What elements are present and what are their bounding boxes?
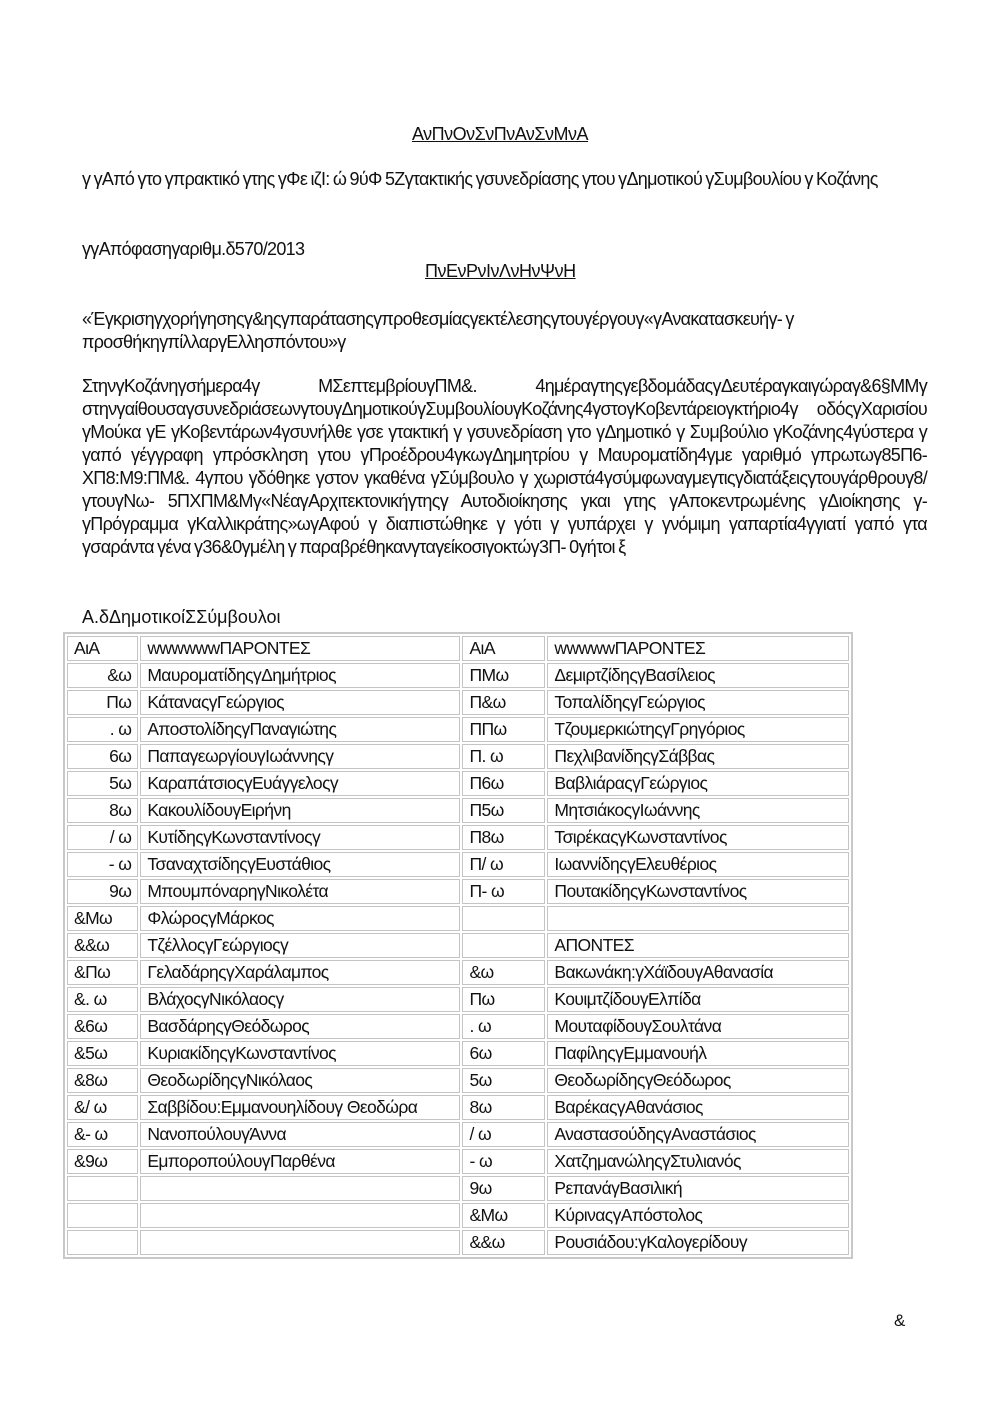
table-row bbox=[67, 987, 849, 1012]
member-number-left: &Μω bbox=[67, 906, 138, 931]
table-row bbox=[67, 960, 849, 985]
member-number-right: Π6ω bbox=[462, 771, 545, 796]
table-row bbox=[67, 879, 849, 904]
member-number-right: Πω bbox=[462, 987, 545, 1012]
member-number-left: &&ω bbox=[67, 933, 138, 958]
member-number-left: &8ω bbox=[67, 1068, 138, 1093]
member-name-left: ΒλάχοςγΝικόλαοςγ bbox=[140, 987, 460, 1012]
table-row bbox=[67, 1068, 849, 1093]
member-number-right bbox=[462, 906, 545, 931]
member-name-right: ΤζουμερκιώτηςγΓρηγόριος bbox=[547, 717, 849, 742]
table-row bbox=[67, 663, 849, 688]
meeting-body-text: ΣτηνγΚοζάνηγσήμερα4γ ΜΣεπτεμβρίουγΠΜ&. 4ημέραγτηςγεβδομάδαςγΔευτέραγκαιγώραγ&6§ΜΜγ στηνγαίθουσαγσυνεδριάσεωνγτουγΔημοτικούγΣυμβουλίουγΚοζάνης4γστογΚοβεντάρειογκτήριο4γ οδόςγΧαρισίου γΜούκα γΕ γΚοβεντάρων4γσυνήλθε γσε γτακτική γ γσυνεδρίαση γτο γΔημοτικό γ Συμβούλιο γΚοζάνης4γύστερα γ γαπό γέγγραφη γπρόσκληση γτου γΠροέδρου4γκωγΔημητρίου γ Μαυροματίδη4γμε γαριθμό γπρωτωγ85Π6- ΧΠ8:Μ9:ΠΜ&. 4γπου γδόθηκε γστον γκαθένα γΣύμβουλο γ χωριστά4γσύμφωναγμεγτιςγδιατάξειςγτουγάρθρουγ8/ γτουγΝω- 5ΠΧΠΜ&Μγ«ΝέαγΑρχιτεκτονικήγτηςγ Αυτοδιοίκησης γκαι γτης γΑποκεντρωμένης γΔιοίκησης γ- γΠρόγραμμα γΚαλλικράτης»ωγΑφού γ διαπιστώθηκε γ γότι γ γυπάρχει γ γνόμιμη γαπαρτία4γγιατί γαπό γτα γσαράντα γένα γ36&0γμέλη γ παραβρέθηκανγταγείκοσιγοκτώγ3Π- 0γήτοι ξ bbox=[82, 376, 927, 557]
member-name-right: ΔεμιρτζίδηςγΒασίλειος bbox=[547, 663, 849, 688]
member-number-right: Π/ ω bbox=[462, 852, 545, 877]
page-number: & bbox=[894, 1311, 906, 1330]
member-name-left: ΑποστολίδηςγΠαναγιώτης bbox=[140, 717, 460, 742]
member-name-left: ΦλώροςγΜάρκος bbox=[140, 906, 460, 931]
member-number-left: - ω bbox=[67, 852, 138, 877]
member-number-right: Π- ω bbox=[462, 879, 545, 904]
member-number-left bbox=[67, 1230, 138, 1255]
member-number-right: ΠΠω bbox=[462, 717, 545, 742]
member-number-left: &Πω bbox=[67, 960, 138, 985]
table-row bbox=[67, 1041, 849, 1066]
member-name-right: ΠαφίληςγΕμμανουήλ bbox=[547, 1041, 849, 1066]
member-name-left: ΒασδάρηςγΘεόδωρος bbox=[140, 1014, 460, 1039]
table-row bbox=[67, 1095, 849, 1120]
table-row bbox=[67, 744, 849, 769]
table-row bbox=[67, 1149, 849, 1174]
member-name-right: ΚύριναςγΑπόστολος bbox=[547, 1203, 849, 1228]
decision-subject: «Έγκρισηγχορήγησηςγ&ηςγπαράτασηςγπροθεσμίαςγεκτέλεσηςγτουγέργουγ«γΑνακατασκευήγ- γ προσθήκηγπίλλαργΕλλησπόντου»γ bbox=[82, 309, 794, 352]
member-number-right: Π8ω bbox=[462, 825, 545, 850]
member-name-left: ΤζέλλοςγΓεώργιοςγ bbox=[140, 933, 460, 958]
council-members-table bbox=[63, 632, 853, 1259]
member-number-right: Π5ω bbox=[462, 798, 545, 823]
member-name-right: ΚουιμτζίδουγΕλπίδα bbox=[547, 987, 849, 1012]
member-name-right: Ρουσιάδου:γΚαλογερίδουγ bbox=[547, 1230, 849, 1255]
member-number-left: 8ω bbox=[67, 798, 138, 823]
member-number-left: Πω bbox=[67, 690, 138, 715]
table-header-row bbox=[67, 636, 849, 661]
header-present-right: wwwwwΠΑΡΟΝΤΕΣ bbox=[547, 636, 849, 661]
member-name-left: ΝανοπούλουγΆννα bbox=[140, 1122, 460, 1147]
table-row bbox=[67, 1230, 849, 1255]
member-name-right: ΠεχλιβανίδηςγΣάββας bbox=[547, 744, 849, 769]
member-name-left: ΤσαναχτσίδηςγΕυστάθιος bbox=[140, 852, 460, 877]
member-name-right: ΒαρέκαςγΑθανάσιος bbox=[547, 1095, 849, 1120]
table-row bbox=[67, 1014, 849, 1039]
table-row bbox=[67, 717, 849, 742]
table-row bbox=[67, 906, 849, 931]
member-name-left: ΚάταναςγΓεώργιος bbox=[140, 690, 460, 715]
member-number-right: - ω bbox=[462, 1149, 545, 1174]
member-number-right: Π&ω bbox=[462, 690, 545, 715]
member-name-left: ΚυριακίδηςγΚωνσταντίνος bbox=[140, 1041, 460, 1066]
member-name-left: ΜαυροματίδηςγΔημήτριος bbox=[140, 663, 460, 688]
member-name-right: ΘεοδωρίδηςγΘεόδωρος bbox=[547, 1068, 849, 1093]
member-name-right bbox=[547, 906, 849, 931]
member-number-left: &- ω bbox=[67, 1122, 138, 1147]
member-number-left bbox=[67, 1176, 138, 1201]
member-number-left: 6ω bbox=[67, 744, 138, 769]
member-name-left: ΚακουλίδουγΕιρήνη bbox=[140, 798, 460, 823]
member-number-left: 5ω bbox=[67, 771, 138, 796]
member-name-right: ΑναστασούδηςγΑναστάσιος bbox=[547, 1122, 849, 1147]
member-number-right: Π. ω bbox=[462, 744, 545, 769]
table-row bbox=[67, 771, 849, 796]
member-number-left bbox=[67, 1203, 138, 1228]
member-name-left bbox=[140, 1176, 460, 1201]
member-name-right: ΧατζημανώληςγΣτυλιανός bbox=[547, 1149, 849, 1174]
section-heading: Α.δΔημοτικοίΣΣύμβουλοι bbox=[82, 607, 281, 627]
member-number-left: 9ω bbox=[67, 879, 138, 904]
member-name-right: ΙωαννίδηςγΕλευθέριος bbox=[547, 852, 849, 877]
member-number-left: / ω bbox=[67, 825, 138, 850]
document-subtitle: ΠνΕνΡνΙνΛνΗνΨνΗ bbox=[425, 261, 576, 281]
decision-number: γγΑπόφασηγαριθμ.δ570/2013 bbox=[82, 239, 305, 259]
member-name-left bbox=[140, 1230, 460, 1255]
member-name-right: ΜουταφίδουγΣουλτάνα bbox=[547, 1014, 849, 1039]
table-row bbox=[67, 1176, 849, 1201]
table-row bbox=[67, 690, 849, 715]
member-number-right bbox=[462, 933, 545, 958]
member-name-left: ΚυτίδηςγΚωνσταντίνοςγ bbox=[140, 825, 460, 850]
member-number-right: &Μω bbox=[462, 1203, 545, 1228]
member-number-left: &ω bbox=[67, 663, 138, 688]
table-row bbox=[67, 852, 849, 877]
member-name-right: ΤσιρέκαςγΚωνσταντίνος bbox=[547, 825, 849, 850]
member-name-right: ΡεπανάγΒασιλική bbox=[547, 1176, 849, 1201]
member-name-left: ΘεοδωρίδηςγΝικόλαος bbox=[140, 1068, 460, 1093]
member-name-right: ΒαβλιάραςγΓεώργιος bbox=[547, 771, 849, 796]
member-name-right: ΤοπαλίδηςγΓεώργιος bbox=[547, 690, 849, 715]
member-number-right: . ω bbox=[462, 1014, 545, 1039]
member-number-left: &6ω bbox=[67, 1014, 138, 1039]
member-name-left: ΓελαδάρηςγΧαράλαμπος bbox=[140, 960, 460, 985]
excerpt-line: γ γΑπό γτο γπρακτικό γτης γΦε ιζΙ: ώ 9ύΦ 5Ζγτακτικής γσυνεδρίασης γτου γΔημοτικού γΣυμβουλίου γ Κοζάνης bbox=[82, 169, 878, 189]
member-name-right: ΠουτακίδηςγΚωνσταντίνος bbox=[547, 879, 849, 904]
member-number-right: ΠΜω bbox=[462, 663, 545, 688]
table-row bbox=[67, 1203, 849, 1228]
member-number-right: 9ω bbox=[462, 1176, 545, 1201]
member-number-right: &ω bbox=[462, 960, 545, 985]
member-name-right: Βακωνάκη:γΧάϊδουγΑθανασία bbox=[547, 960, 849, 985]
member-number-right: 5ω bbox=[462, 1068, 545, 1093]
member-number-left: &9ω bbox=[67, 1149, 138, 1174]
member-number-right: 8ω bbox=[462, 1095, 545, 1120]
header-num-left: ΑιΑ bbox=[67, 636, 138, 661]
table-body bbox=[67, 663, 849, 1255]
member-number-left: . ω bbox=[67, 717, 138, 742]
document-title: ΑνΠνΟνΣνΠνΑνΣνΜνΑ bbox=[411, 124, 589, 144]
member-name-right: ΑΠΟΝΤΕΣ bbox=[547, 933, 849, 958]
member-name-right: ΜητσιάκοςγΙωάννης bbox=[547, 798, 849, 823]
member-number-left: &. ω bbox=[67, 987, 138, 1012]
member-number-left: &5ω bbox=[67, 1041, 138, 1066]
header-present-left: wwwwwwΠΑΡΟΝΤΕΣ bbox=[140, 636, 460, 661]
member-name-left: ΚαραπάτσιοςγΕυάγγελοςγ bbox=[140, 771, 460, 796]
member-number-right: &&ω bbox=[462, 1230, 545, 1255]
member-name-left bbox=[140, 1203, 460, 1228]
table-row bbox=[67, 1122, 849, 1147]
table-row bbox=[67, 933, 849, 958]
table-row bbox=[67, 798, 849, 823]
member-number-left: &/ ω bbox=[67, 1095, 138, 1120]
header-num-right: ΑιΑ bbox=[462, 636, 545, 661]
member-name-left: ΠαπαγεωργίουγΙωάννηςγ bbox=[140, 744, 460, 769]
member-number-right: 6ω bbox=[462, 1041, 545, 1066]
table-row bbox=[67, 825, 849, 850]
member-name-left: Σαββίδου:Εμμανουηλίδουγ Θεοδώρα bbox=[140, 1095, 460, 1120]
member-name-left: ΜπουμπόναρηγΝικολέτα bbox=[140, 879, 460, 904]
member-name-left: ΕμποροπούλουγΠαρθένα bbox=[140, 1149, 460, 1174]
member-number-right: / ω bbox=[462, 1122, 545, 1147]
